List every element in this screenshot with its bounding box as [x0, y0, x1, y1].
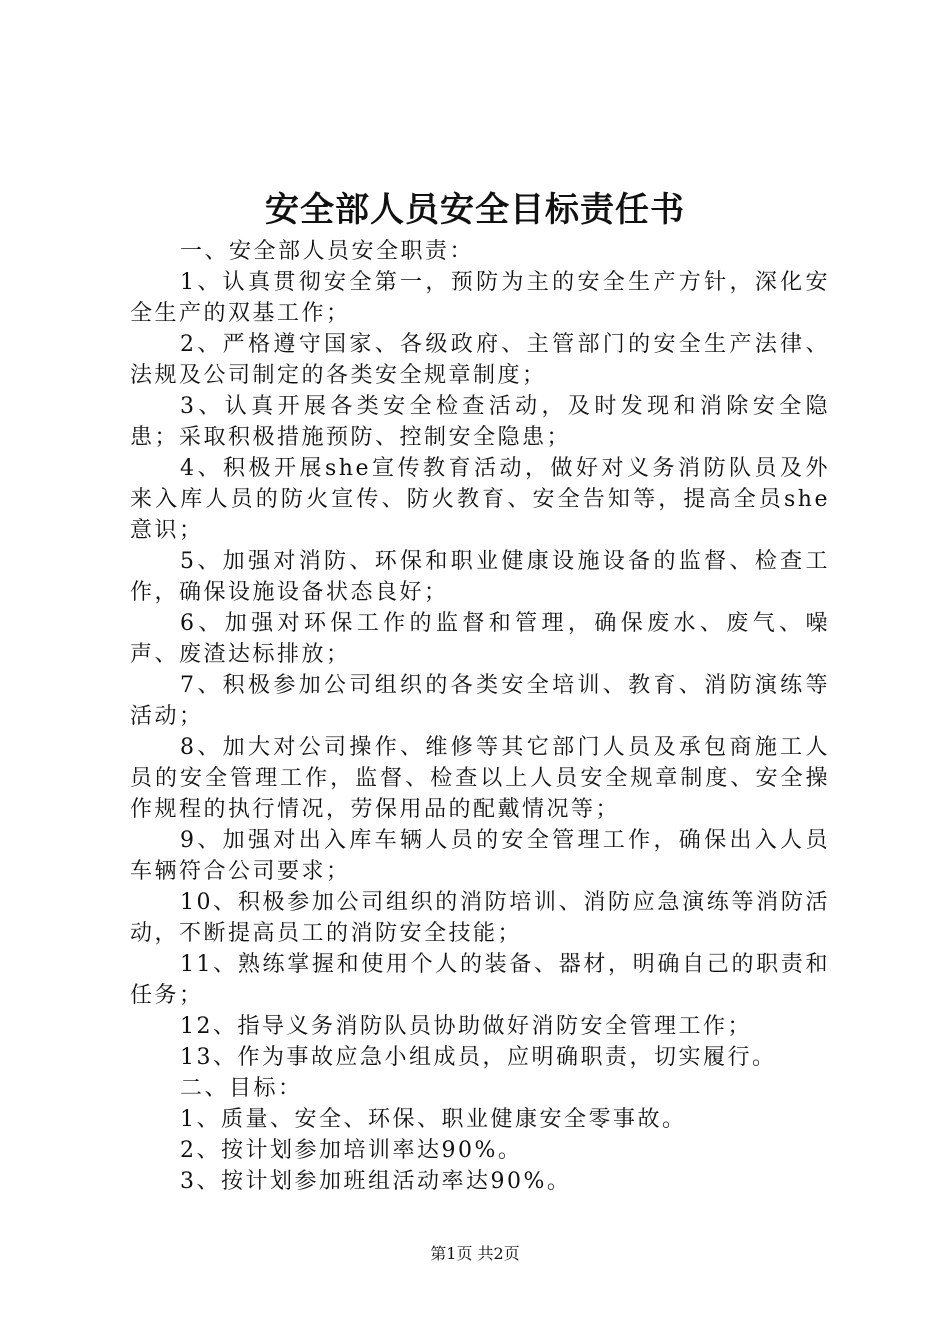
- duty-item-11: 11、熟练掌握和使用个人的装备、器材，明确自己的职责和任务；: [130, 952, 830, 1008]
- goal-item-2: 2、按计划参加培训率达90%。: [180, 1138, 523, 1163]
- duty-item-3: 3、认真开展各类安全检查活动，及时发现和消除安全隐患；采取积极措施预防、控制安全隐患；: [130, 394, 830, 450]
- duty-item-13: 13、作为事故应急小组成员，应明确职责，切实履行。: [180, 1045, 777, 1070]
- duty-item-6: 6、加强对环保工作的监督和管理，确保废水、废气、噪声、废渣达标排放；: [130, 611, 830, 667]
- document-body: [130, 236, 830, 1197]
- goal-item-1: 1、质量、安全、环保、职业健康安全零事故。: [180, 1107, 687, 1132]
- duty-item-7: 7、积极参加公司组织的各类安全培训、教育、消防演练等活动；: [130, 673, 830, 729]
- duty-item-5: 5、加强对消防、环保和职业健康设施设备的监督、检查工作，确保设施设备状态良好；: [130, 549, 830, 605]
- goal-item-3: 3、按计划参加班组活动率达90%。: [180, 1169, 572, 1194]
- duty-item-10: 10、积极参加公司组织的消防培训、消防应急演练等消防活动，不断提高员工的消防安全技能；: [130, 890, 830, 946]
- duty-item-4: 4、积极开展she宣传教育活动，做好对义务消防队员及外来入库人员的防火宣传、防火教育、安全告知等，提高全员she意识；: [130, 456, 830, 543]
- document-title: 安全部人员安全目标责任书: [265, 190, 685, 230]
- section-heading-duties: 一、安全部人员安全职责：: [180, 239, 475, 264]
- section-heading-goals: 二、目标：: [180, 1076, 303, 1101]
- duty-item-8: 8、加大对公司操作、维修等其它部门人员及承包商施工人员的安全管理工作，监督、检查以上人员安全规章制度、安全操作规程的执行情况，劳保用品的配戴情况等；: [130, 735, 830, 822]
- duty-item-1: 1、认真贯彻安全第一，预防为主的安全生产方针，深化安全生产的双基工作；: [130, 270, 830, 326]
- duty-item-2: 2、严格遵守国家、各级政府、主管部门的安全生产法律、法规及公司制定的各类安全规章制度；: [130, 332, 830, 388]
- page-number-footer: 第1页 共2页: [430, 1244, 520, 1263]
- duty-item-9: 9、加强对出入库车辆人员的安全管理工作，确保出入人员车辆符合公司要求；: [130, 828, 830, 884]
- duty-item-12: 12、指导义务消防队员协助做好消防安全管理工作；: [180, 1014, 752, 1039]
